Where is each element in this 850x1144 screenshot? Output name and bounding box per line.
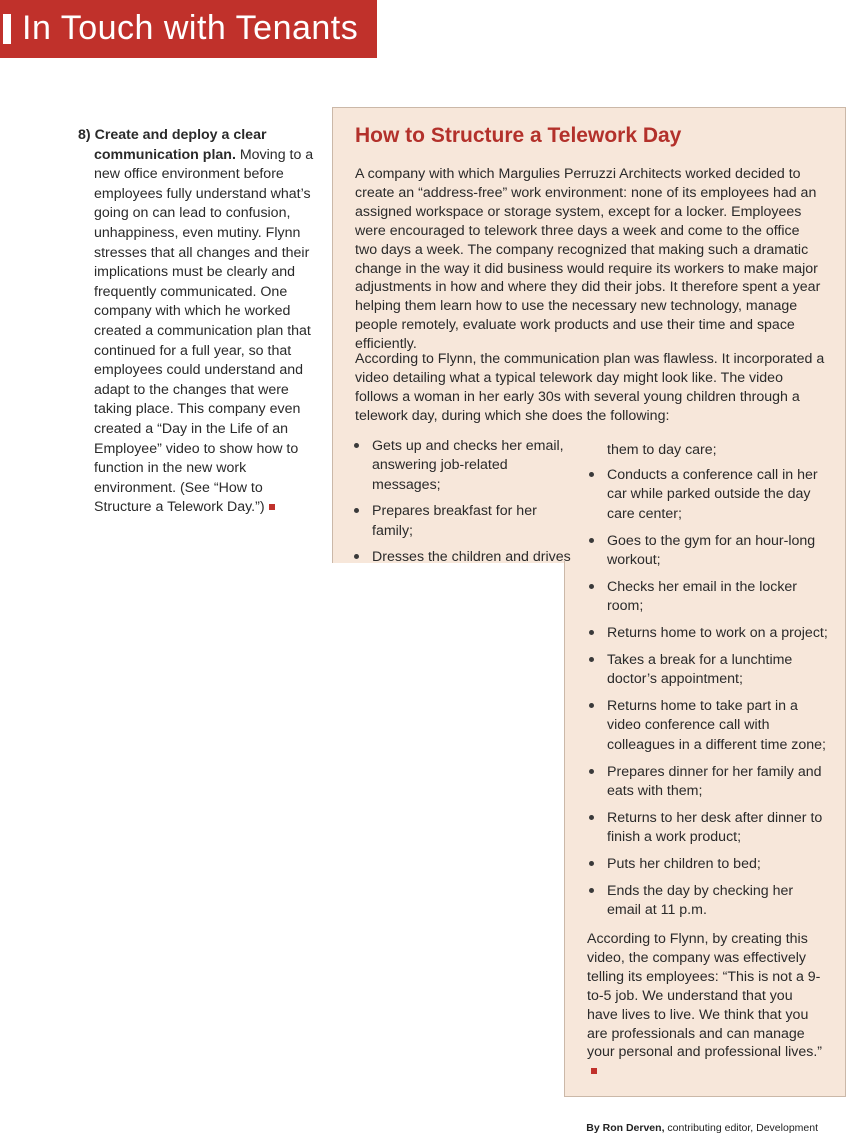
bullet-icon <box>589 769 594 774</box>
list-item: Dresses the children and drives <box>354 548 579 567</box>
sidebar-paragraph-1: A company with which Margulies Perruzzi Architects worked decided to create an “address-free” work environment: none of its employees had an assigned workspace or storage system, except for a locker. Employees were encouraged to telework three days a week and come to the office two days a week. The company recognized that making such a dramatic change in the way it did business would require its workers to make major adjustments in how and where they did their jobs. It therefore spent a year helping them learn how to use the necessary new technology, manage people remotely, evaluate work products and use their time and space efficiently. <box>355 166 821 353</box>
bullet-icon <box>589 538 594 543</box>
list-item: Checks her email in the locker room; <box>589 578 829 617</box>
list-item: Returns to her desk after dinner to finish a work product; <box>589 809 829 848</box>
list-item: Takes a break for a lunchtime doctor’s appointment; <box>589 651 829 690</box>
bullet-icon <box>589 815 594 820</box>
author-role: contributing editor, Development <box>667 1122 818 1134</box>
bullet-icon <box>589 703 594 708</box>
banner-accent-block <box>3 14 11 44</box>
bullet-continuation: them to day care; <box>607 442 717 458</box>
list-item: Goes to the gym for an hour-long workout; <box>589 532 829 571</box>
bullet-list-col1 <box>354 437 579 567</box>
bullet-icon <box>354 443 359 448</box>
bullet-icon <box>589 657 594 662</box>
bullet-icon <box>354 554 359 559</box>
item-number: 8) <box>78 127 91 143</box>
bullet-icon <box>354 508 359 513</box>
bullet-icon <box>589 630 594 635</box>
bullet-icon <box>589 472 594 477</box>
item-8 <box>78 126 318 518</box>
sidebar-title: How to Structure a Telework Day <box>355 124 682 147</box>
list-item: Prepares breakfast for her family; <box>354 502 579 541</box>
author-byline: By Ron Derven, <box>586 1122 665 1134</box>
end-mark-icon <box>591 1068 597 1074</box>
bullet-icon <box>589 861 594 866</box>
item-lead: Create and deploy a clear communication plan. <box>94 127 267 163</box>
section-banner <box>0 0 377 58</box>
list-item: Returns home to take part in a video conference call with colleagues in a different time zone; <box>589 697 829 755</box>
end-mark-icon <box>269 504 275 510</box>
bullet-icon <box>589 888 594 893</box>
left-column <box>78 126 318 518</box>
list-item: Ends the day by checking her email at 11 p.m. <box>589 882 829 921</box>
item-body: Moving to a new office environment before employees fully understand what’s going on can lead to confusion, unhappiness, even mutiny. Flynn stresses that all changes and their implications must be clearly and frequently communicated. One company with which he worked created a communication plan that continued for a full year, so that employees could understand and adapt to the changes that were taking place. This company even created a “Day in the Life of an Employee” video to show how to function in the new work environment. (See “How to Structure a Telework Day.”) <box>94 146 314 516</box>
list-item: Returns home to work on a project; <box>589 624 829 643</box>
list-item: Gets up and checks her email, answering job-related messages; <box>354 437 579 495</box>
author-credit <box>586 1122 818 1134</box>
sidebar-paragraph-2: According to Flynn, the communication plan was flawless. It incorporated a video detailing what a typical telework day might look like. The video follows a woman in her early 30s with several young children through a telework day, during which she does the following: <box>355 351 825 424</box>
list-item: Conducts a conference call in her car while parked outside the day care center; <box>589 466 829 524</box>
list-item: Prepares dinner for her family and eats with them; <box>589 763 829 802</box>
section-title: In Touch with Tenants <box>22 9 359 47</box>
sidebar-closing-paragraph: According to Flynn, by creating this video, the company was effectively telling its employees: “This is not a 9-to-5 job. We understand that you have lives to live. We think that you are professionals and can manage your personal and professional lives.” <box>587 930 822 1081</box>
list-item: Puts her children to bed; <box>589 855 829 874</box>
bullet-icon <box>589 584 594 589</box>
bullet-list-col2 <box>589 466 829 928</box>
